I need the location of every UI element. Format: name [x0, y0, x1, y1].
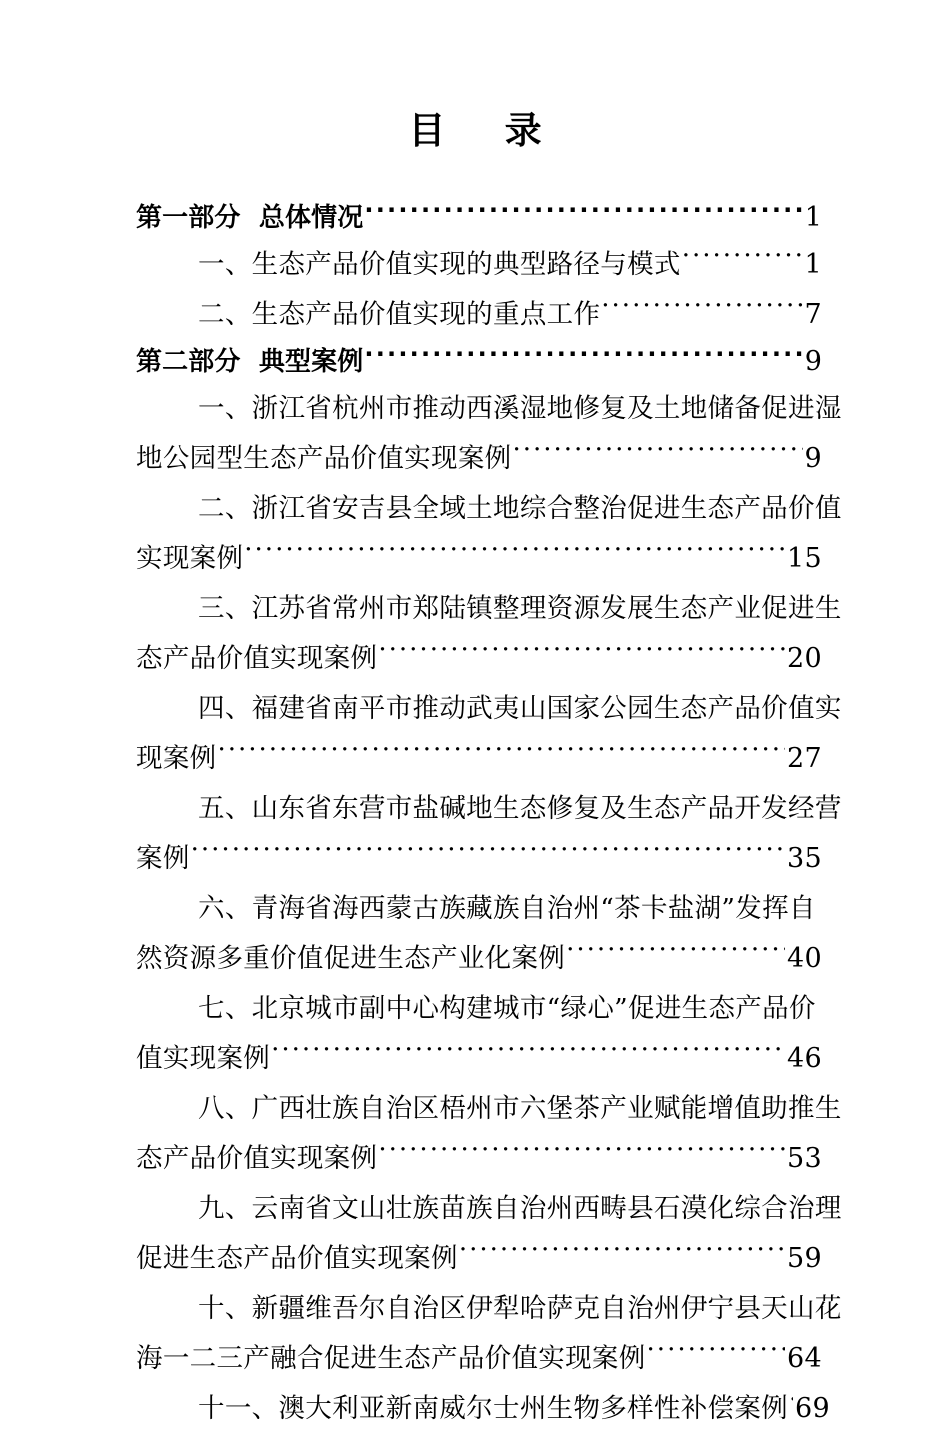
- toc-entry-text: 第一部分 总体情况: [136, 203, 364, 233]
- toc-item-entry[interactable]: [136, 290, 822, 340]
- toc-entry-line: [136, 384, 842, 434]
- toc-entry-line: [136, 1084, 842, 1134]
- toc-entry-text: 二、生态产品价值实现的重点工作: [198, 299, 601, 330]
- table-of-contents: [136, 196, 842, 1434]
- toc-page-number: 27: [787, 743, 822, 774]
- toc-entry-text: 实现案例: [136, 543, 244, 574]
- toc-entry-text: 海一二三产融合促进生态产品价值实现案例: [136, 1343, 646, 1374]
- toc-page-number: 69: [795, 1393, 830, 1424]
- toc-entry-line: [136, 340, 822, 384]
- toc-entry-text: 然资源多重价值促进生态产业化案例: [136, 943, 566, 974]
- toc-entry-text: 第二部分 典型案例: [136, 347, 364, 377]
- toc-entry-line: [136, 1334, 822, 1384]
- toc-entry-text: 七、北京城市副中心构建城市“绿心”促进生态产品价: [198, 993, 816, 1024]
- toc-part-entry[interactable]: [136, 196, 822, 240]
- toc-entry-line: [136, 834, 822, 884]
- toc-item-entry[interactable]: [136, 384, 842, 484]
- toc-entry-text: 四、福建省南平市推动武夷山国家公园生态产品价值实: [198, 693, 842, 724]
- toc-item-entry[interactable]: [136, 1184, 842, 1284]
- toc-part-entry[interactable]: [136, 340, 822, 384]
- toc-page-number: 15: [787, 543, 822, 574]
- toc-entry-text: 态产品价值实现案例: [136, 1143, 378, 1174]
- toc-entry-text: 五、山东省东营市盐碱地生态修复及生态产品开发经营: [198, 793, 842, 824]
- toc-entry-line: [136, 1234, 822, 1284]
- toc-entry-text: 现案例: [136, 743, 217, 774]
- toc-entry-line: [136, 1034, 822, 1084]
- dot-leader: [459, 1241, 785, 1268]
- toc-page-number: 64: [787, 1343, 822, 1374]
- toc-entry-line: [136, 634, 822, 684]
- toc-page-number: 40: [787, 943, 822, 974]
- toc-entry-text: 值实现案例: [136, 1043, 271, 1074]
- dot-leader: [271, 1041, 785, 1068]
- toc-page-number: 1: [804, 249, 822, 280]
- toc-page-number: 46: [787, 1043, 822, 1074]
- toc-entry-text: 态产品价值实现案例: [136, 643, 378, 674]
- toc-entry-text: 三、江苏省常州市郑陆镇整理资源发展生态产业促进生: [198, 593, 842, 624]
- toc-entry-text: 八、广西壮族自治区梧州市六堡茶产业赋能增值助推生: [198, 1093, 842, 1124]
- toc-entry-line: [136, 434, 822, 484]
- toc-entry-line: [136, 240, 822, 290]
- toc-entry-line: [136, 1184, 842, 1234]
- toc-item-entry[interactable]: [136, 784, 842, 884]
- toc-item-entry[interactable]: [136, 240, 822, 290]
- toc-entry-line: [136, 784, 842, 834]
- toc-item-entry[interactable]: [136, 1284, 842, 1384]
- toc-entry-text: 二、浙江省安吉县全域土地综合整治促进生态产品价值: [198, 493, 842, 524]
- dot-leader: [789, 1391, 793, 1418]
- toc-page-number: 9: [804, 346, 822, 377]
- toc-page-number: 1: [804, 202, 822, 233]
- dot-leader: [378, 1141, 785, 1168]
- toc-page-number: 59: [787, 1243, 822, 1274]
- toc-item-entry[interactable]: [136, 684, 842, 784]
- toc-entry-line: [136, 534, 822, 584]
- dot-leader: [364, 200, 802, 226]
- toc-item-entry[interactable]: [136, 1084, 842, 1184]
- dot-leader: [647, 1341, 785, 1368]
- dot-leader: [512, 441, 802, 468]
- page-title: 目 录: [408, 109, 553, 152]
- toc-item-entry[interactable]: [136, 984, 822, 1084]
- toc-entry-line: [136, 584, 842, 634]
- toc-entry-text: 促进生态产品价值实现案例: [136, 1243, 458, 1274]
- toc-entry-text: 十一、澳大利亚新南威尔士州生物多样性补偿案例: [198, 1393, 788, 1424]
- toc-entry-line: [136, 484, 842, 534]
- toc-item-entry[interactable]: [136, 484, 842, 584]
- dot-leader: [364, 344, 802, 370]
- toc-entry-text: 一、生态产品价值实现的典型路径与模式: [198, 249, 681, 280]
- dot-leader: [378, 641, 785, 668]
- toc-entry-text: 九、云南省文山壮族苗族自治州西畴县石漠化综合治理: [198, 1193, 842, 1224]
- toc-item-entry[interactable]: [136, 1384, 830, 1434]
- toc-entry-line: [136, 884, 822, 934]
- toc-page-number: 9: [804, 443, 822, 474]
- toc-entry-line: [136, 290, 822, 340]
- dot-leader: [191, 841, 785, 868]
- toc-entry-line: [136, 734, 822, 784]
- toc-entry-text: 案例: [136, 843, 190, 874]
- dot-leader: [682, 247, 803, 274]
- toc-entry-line: [136, 984, 822, 1034]
- toc-page-number: 7: [804, 299, 822, 330]
- toc-entry-line: [136, 934, 822, 984]
- toc-entry-text: 十、新疆维吾尔自治区伊犁哈萨克自治州伊宁县天山花: [198, 1293, 842, 1324]
- dot-leader: [217, 741, 785, 768]
- toc-item-entry[interactable]: [136, 584, 842, 684]
- dot-leader: [244, 541, 785, 568]
- toc-entry-line: [136, 1134, 822, 1184]
- toc-entry-line: [136, 684, 842, 734]
- toc-page-number: 53: [787, 1143, 822, 1174]
- toc-entry-text: 地公园型生态产品价值实现案例: [136, 443, 512, 474]
- toc-entry-text: 六、青海省海西蒙古族藏族自治州“茶卡盐湖”发挥自: [198, 893, 816, 924]
- toc-entry-line: [136, 1284, 842, 1334]
- toc-page-number: 20: [787, 643, 822, 674]
- toc-entry-line: [136, 1384, 830, 1434]
- toc-page-number: 35: [787, 843, 822, 874]
- toc-item-entry[interactable]: [136, 884, 822, 984]
- dot-leader: [566, 941, 785, 968]
- toc-entry-text: 一、浙江省杭州市推动西溪湿地修复及土地储备促进湿: [198, 393, 842, 424]
- dot-leader: [601, 297, 802, 324]
- toc-entry-line: [136, 196, 822, 240]
